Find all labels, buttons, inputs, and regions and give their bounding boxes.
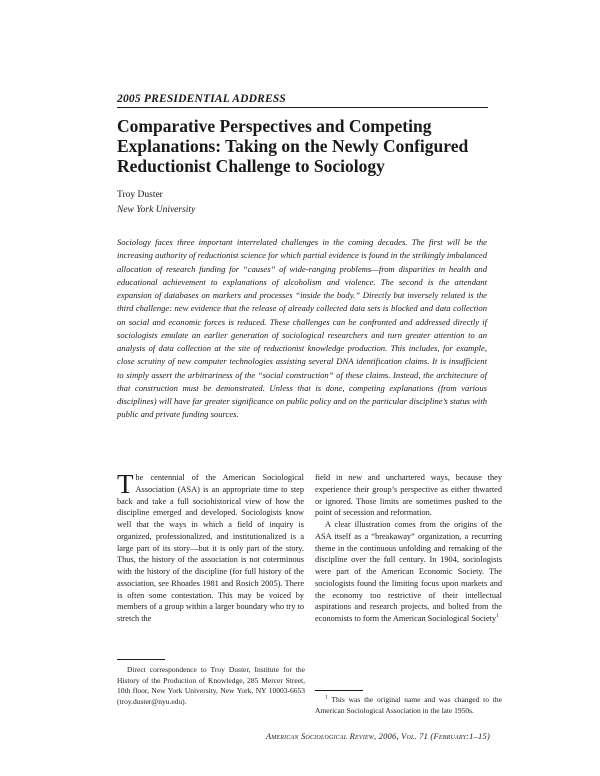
body-column-left bbox=[117, 469, 304, 625]
section-label: 2005 PRESIDENTIAL ADDRESS bbox=[117, 93, 488, 108]
footnote-divider bbox=[117, 659, 165, 660]
body-column-right bbox=[315, 472, 502, 625]
footnote-number: 1 bbox=[325, 694, 328, 701]
body-paragraph-text: A clear illustration comes from the origins of the ASA itself as a “breakaway” organization, a recurring theme in the continuous unfolding and remaking of the discipline over the full century. In 1904, sociologists were part of the American Economic Society. The sociologists found the limiting focus upon markets and the economy too restrictive of their intellectual aspirations and research projects, and bolted from the economists to form the American Sociological Society bbox=[315, 520, 502, 623]
footnote-text: This was the original name and was changed to the American Sociological Association in the late 1950s. bbox=[315, 695, 502, 715]
footnote-1 bbox=[315, 695, 502, 716]
drop-cap: T bbox=[117, 469, 134, 499]
abstract: Sociology faces three important interrelated challenges in the coming decades. The first will be the increasing authority of reductionist science for which partial evidence is found in the strikingly imbalanced allocation of research funding for “causes” of wide-ranging problems—from disparities in health and educational achievement to explanations of alcoholism and violence. The second is the attendant expansion of databases on markers and processes “inside the body.” Directly but inversely related is the third challenge: new evidence that the release of already collected data sets is blocked and data collection on social and economic forces is reduced. These challenges can be confronted and addressed directly if sociologists emulate an earlier generation of sociological researchers and turn greater attention to an analysis of data collection at the site of reductionist knowledge production. This includes, for example, close scrutiny of new computer technologies assisting several DNA identification claims. It is insufficient to simply assert the arbitrariness of the “social construction” of these claims. Instead, the architecture of that construction must be demonstrated. Unless that is done, competing explanations (from various disciplines) will have far greater significance on public policy and on the particular discipline’s status with public and private funding sources. bbox=[117, 237, 487, 420]
journal-footer: American Sociological Review, 2006, Vol. 71 (February:1–15) bbox=[265, 731, 490, 741]
body-paragraph: field in new and unchartered ways, because they experience their group’s perspective as either thwarted or ignored. Those limits are sometimes pushed to the point of secession and reformation. bbox=[315, 473, 502, 518]
correspondence-note: Direct correspondence to Troy Duster, Institute for the History of the Production of Knowledge, 285 Mercer Street, 10th floor, New York University, New York, NY 10003-6653 (troy.duster@nyu.edu). bbox=[117, 665, 305, 706]
author-name: Troy Duster bbox=[117, 190, 163, 200]
body-paragraph-text: he centennial of the American Sociological Association (ASA) is an appropriate time to step back and take a full sociohistorical view of how the discipline emerged and developed. Sociologists know well that the ways in which a field of inquiry is organized, professionalized, and institutionalized is a large part of its story—but it is only part of the story. Thus, the history of the association is not coterminous with the history of the discipline (for full history of the association, see Rhoades 1981 and Rosich 2005). There is often some contestation. This may be voiced by members of a group within a larger boundary who try to stretch the bbox=[117, 473, 304, 623]
body-paragraph bbox=[315, 519, 502, 625]
author-affiliation: New York University bbox=[117, 205, 196, 215]
footnote-divider bbox=[315, 690, 363, 691]
footnote-marker: 1 bbox=[496, 613, 499, 620]
body-paragraph bbox=[117, 469, 304, 625]
article-title: Comparative Perspectives and Competing Explanations: Taking on the Newly Configured Reductionist Challenge to Sociology bbox=[117, 116, 469, 176]
